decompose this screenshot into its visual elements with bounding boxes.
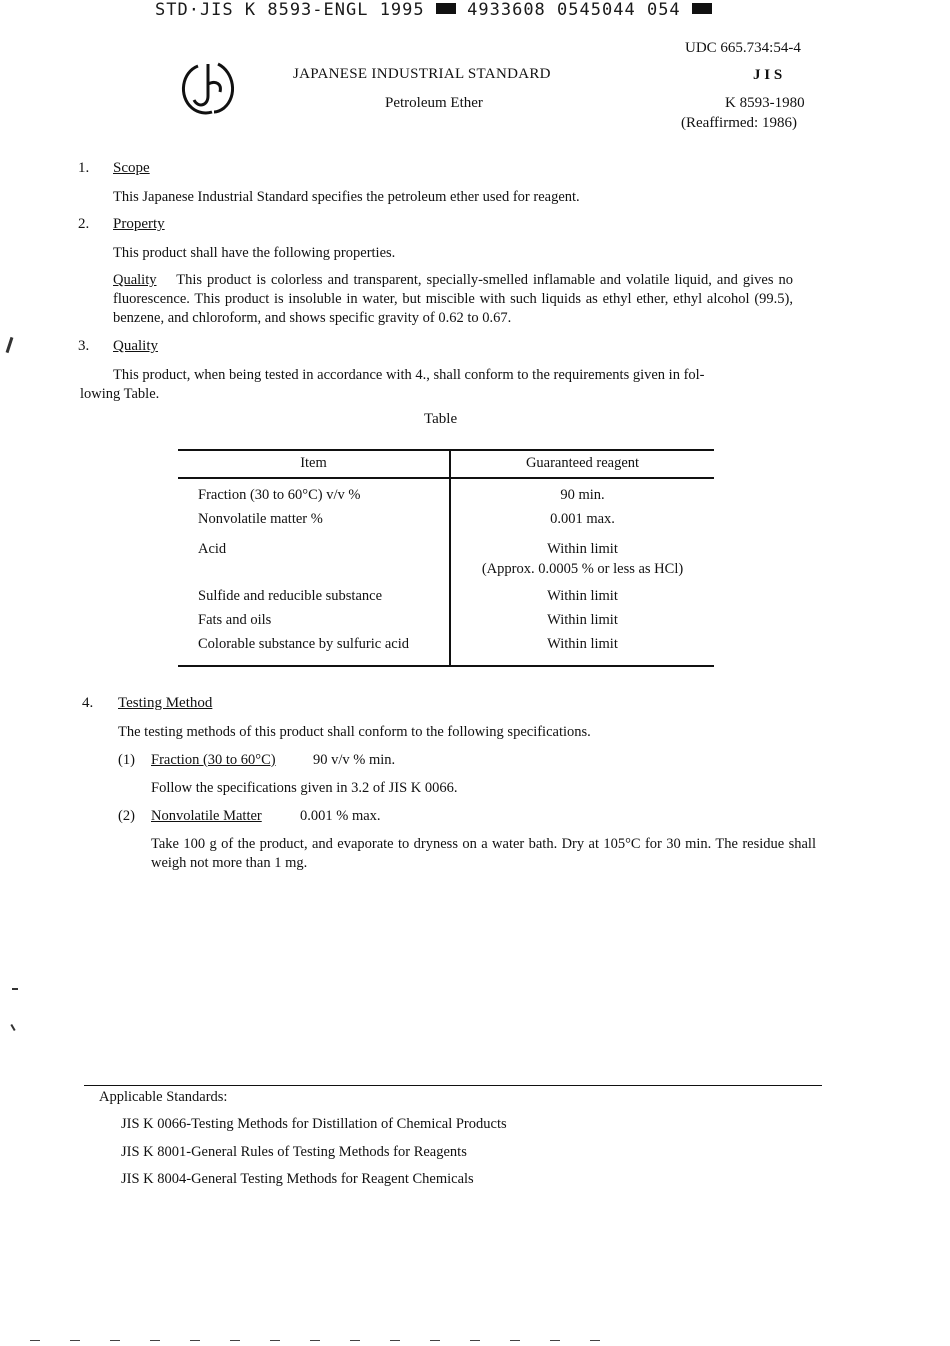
- scan-mark: [10, 1024, 15, 1031]
- jis-mark: J I S: [753, 67, 783, 83]
- table-row-value: 90 min.: [560, 487, 605, 503]
- table-header-value: Guaranteed reagent: [525, 455, 640, 471]
- document-stamp: [155, 0, 712, 20]
- section-2-text: This product shall have the following properties.: [113, 245, 396, 261]
- document-subject: Petroleum Ether: [385, 95, 483, 111]
- stamp-number-2: 0545044: [557, 0, 636, 20]
- section-2-number: 2.: [78, 216, 90, 232]
- section-4-text: The testing methods of this product shall conform to the following specifications.: [118, 724, 591, 740]
- stamp-number-1: 4933608: [467, 0, 546, 20]
- table-row-item: Nonvolatile matter %: [198, 511, 323, 527]
- org-title: JAPANESE INDUSTRIAL STANDARD: [293, 66, 551, 82]
- table-header-item: Item: [300, 455, 327, 471]
- method-1-text: Follow the specifications given in 3.2 of JIS K 0066.: [151, 780, 458, 796]
- table-row-item: Sulfide and reducible substance: [198, 588, 383, 604]
- method-2-text: Take 100 g of the product, and evaporate to dryness on a water bath. Dry at 105°C for 30 min. The residue shall weigh not more than 1 mg.: [151, 836, 816, 871]
- section-4-number: 4.: [82, 695, 94, 711]
- stamp-block-1: [436, 3, 456, 14]
- stamp-block-2: [692, 3, 712, 14]
- table-row-value: 0.001 max.: [550, 511, 615, 527]
- table-bottom-rule: [178, 665, 714, 667]
- method-1-value: 90 v/v % min.: [313, 752, 396, 768]
- section-3-text-line1: This product, when being tested in accordance with 4., shall conform to the requirements given in fol-: [113, 367, 705, 383]
- scan-mark: [12, 988, 18, 990]
- table-row-value-note: (Approx. 0.0005 % or less as HCl): [481, 561, 684, 577]
- stamp-number-3: 054: [646, 0, 681, 20]
- section-4-title: Testing Method: [118, 695, 213, 711]
- table-row-item: Fraction (30 to 60°C) v/v %: [198, 487, 361, 503]
- section-3-text-line2: lowing Table.: [80, 386, 160, 402]
- section-3-title: Quality: [113, 338, 158, 354]
- quality-label: Quality: [113, 272, 157, 288]
- reaffirmed-date: (Reaffirmed: 1986): [681, 115, 797, 131]
- table-top-rule: [178, 449, 714, 451]
- applicable-standards-title: Applicable Standards:: [99, 1089, 228, 1105]
- table-row-value: Within limit: [547, 612, 618, 628]
- table-row-item: Fats and oils: [198, 612, 272, 628]
- method-2-value: 0.001 % max.: [300, 808, 381, 824]
- section-2-title: Property: [113, 216, 165, 232]
- udc-code: UDC 665.734:54-4: [685, 40, 801, 56]
- footer-rule: [84, 1085, 822, 1086]
- method-1-title: Fraction (30 to 60°C): [151, 752, 276, 768]
- table-caption: Table: [424, 411, 458, 427]
- table-row-value: Within limit: [547, 636, 618, 652]
- method-1-number: (1): [118, 752, 135, 768]
- section-1-text: This Japanese Industrial Standard specifies the petroleum ether used for reagent.: [113, 189, 580, 205]
- method-2-title: Nonvolatile Matter: [151, 808, 262, 824]
- quality-text: This product is colorless and transparent, specially-smelled inflamable and volatile liquid, and gives no fluorescence. This product is insoluble in water, but miscible with such liquids as ethyl ether, ethyl alcohol (99.5), benzene, and chloroform, and shows specific gravity of 0.62 to 0.67.: [113, 272, 793, 326]
- section-1-title: Scope: [113, 160, 150, 176]
- table-row-value: Within limit: [547, 588, 618, 604]
- standard-number: K 8593-1980: [725, 95, 805, 111]
- table-header-rule: [178, 477, 714, 479]
- applicable-standard-item: JIS K 8004-General Testing Methods for Reagent Chemicals: [121, 1171, 474, 1187]
- table-row-item: Colorable substance by sulfuric acid: [198, 636, 409, 652]
- scan-mark: [30, 1340, 630, 1341]
- quality-paragraph: [113, 271, 793, 328]
- method-2-number: (2): [118, 808, 135, 824]
- table-row-item: Acid: [198, 541, 227, 557]
- jis-logo-icon: [176, 56, 240, 120]
- applicable-standard-item: JIS K 0066-Testing Methods for Distillation of Chemical Products: [121, 1116, 507, 1132]
- scan-mark: [6, 337, 14, 353]
- applicable-standard-item: JIS K 8001-General Rules of Testing Methods for Reagents: [121, 1144, 467, 1160]
- section-1-number: 1.: [78, 160, 90, 176]
- stamp-code: STD·JIS K 8593-ENGL 1995: [155, 0, 425, 20]
- table-row-value: Within limit: [547, 541, 618, 557]
- section-3-number: 3.: [78, 338, 90, 354]
